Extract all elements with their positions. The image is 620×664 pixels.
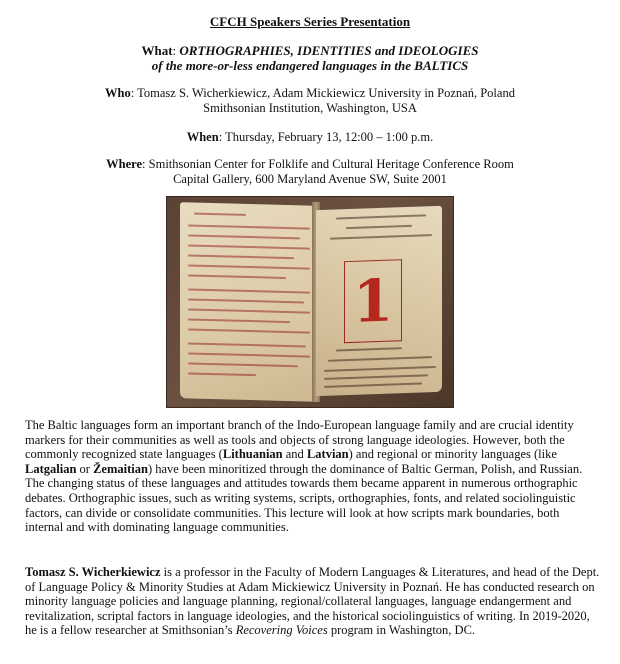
speaker-institution: Smithsonian Institution, Washington, USA (203, 101, 417, 115)
who-label: Who (105, 86, 131, 100)
what-section: What: ORTHOGRAPHIES, IDENTITIES and IDEOLOGIES of the more-or-less endangered languages in the BALTICS (141, 43, 479, 73)
bio-text-1: is a professor in the Faculty of Modern Languages & Literatures, and head of the Dept. of Language Policy & Minority Studies at Adam Mickiewicz University in Poznań. He has conducted research on minority language policies and language planning, regional/collateral languages, language endangerment and revitalization, scriptal factors in language ideologies, and the historical sociolinguistics of writing. In 2019-2020, he is a fellow researcher at Smithsonian’s (25, 565, 600, 638)
speaker-bio-paragraph (25, 565, 600, 638)
manuscript-left-page (180, 202, 316, 402)
what-label: What (141, 43, 173, 58)
venue-room: Smithsonian Center for Folklife and Cultural Heritage Conference Room (148, 157, 514, 171)
abstract-text-3: ) and regional or minority languages (like (348, 447, 557, 462)
where-label: Where (106, 157, 143, 171)
lecture-title-line-1: ORTHOGRAPHIES, IDENTITIES and IDEOLOGIES (179, 43, 479, 58)
speaker-affiliation: Tomasz S. Wicherkiewicz, Adam Mickiewicz University in Poznań, Poland (137, 86, 515, 100)
abstract-text-4: or (76, 461, 94, 476)
abstract-text-5: ) have been minoritized through the dominance of Baltic German, Polish, and Russian. The changing status of these languages and attitudes towards them became apparent in numerous orthographic debates. Orthographic issues, such as writing systems, scripts, orthographies, fonts, and related sociolinguistic factors, can divide or consolidate communities. This lecture will look at how scripts mark boundaries, both internal and with dominating language communities. (25, 461, 583, 535)
where-section: Where: Smithsonian Center for Folklife and Cultural Heritage Conference Room Capital Gallery, 600 Maryland Avenue SW, Suite 2001 (0, 157, 620, 187)
manuscript-right-page (316, 206, 442, 396)
who-section: Who: Tomasz S. Wicherkiewicz, Adam Mickiewicz University in Poznań, Poland Smithsonian Institution, Washington, USA (0, 86, 620, 116)
event-series-title: CFCH Speakers Series Presentation (209, 14, 411, 29)
bio-text-2: program in Washington, DC. (327, 623, 476, 638)
calendar-numeral: 1 (344, 259, 402, 343)
lithuanian-term: Lithuanian (222, 447, 283, 462)
program-name: Recovering Voices (235, 623, 328, 638)
latvian-term: Latvian (306, 447, 349, 462)
lecture-title-line-2: of the more-or-less endangered languages in the BALTICS (151, 58, 469, 73)
zemaitian-term: Žemaitian (93, 461, 148, 476)
venue-address: Capital Gallery, 600 Maryland Avenue SW, Suite 2001 (173, 172, 447, 186)
abstract-paragraph (25, 418, 600, 535)
latgalian-term: Latgalian (25, 461, 77, 476)
abstract-text-1: The Baltic languages form an important branch of the Indo-European language family and are crucial identity markers for their communities as well as tools and objects of strong language ideologies. However, both the commonly recognized state languages ( (25, 418, 574, 462)
speaker-name: Tomasz S. Wicherkiewicz (25, 565, 161, 579)
when-label: When (186, 130, 219, 144)
manuscript-photo (166, 196, 454, 408)
abstract-text-2: and (282, 447, 307, 462)
when-section: When: Thursday, February 13, 12:00 – 1:00 p.m. (186, 130, 434, 144)
event-datetime: Thursday, February 13, 12:00 – 1:00 p.m. (225, 130, 434, 144)
